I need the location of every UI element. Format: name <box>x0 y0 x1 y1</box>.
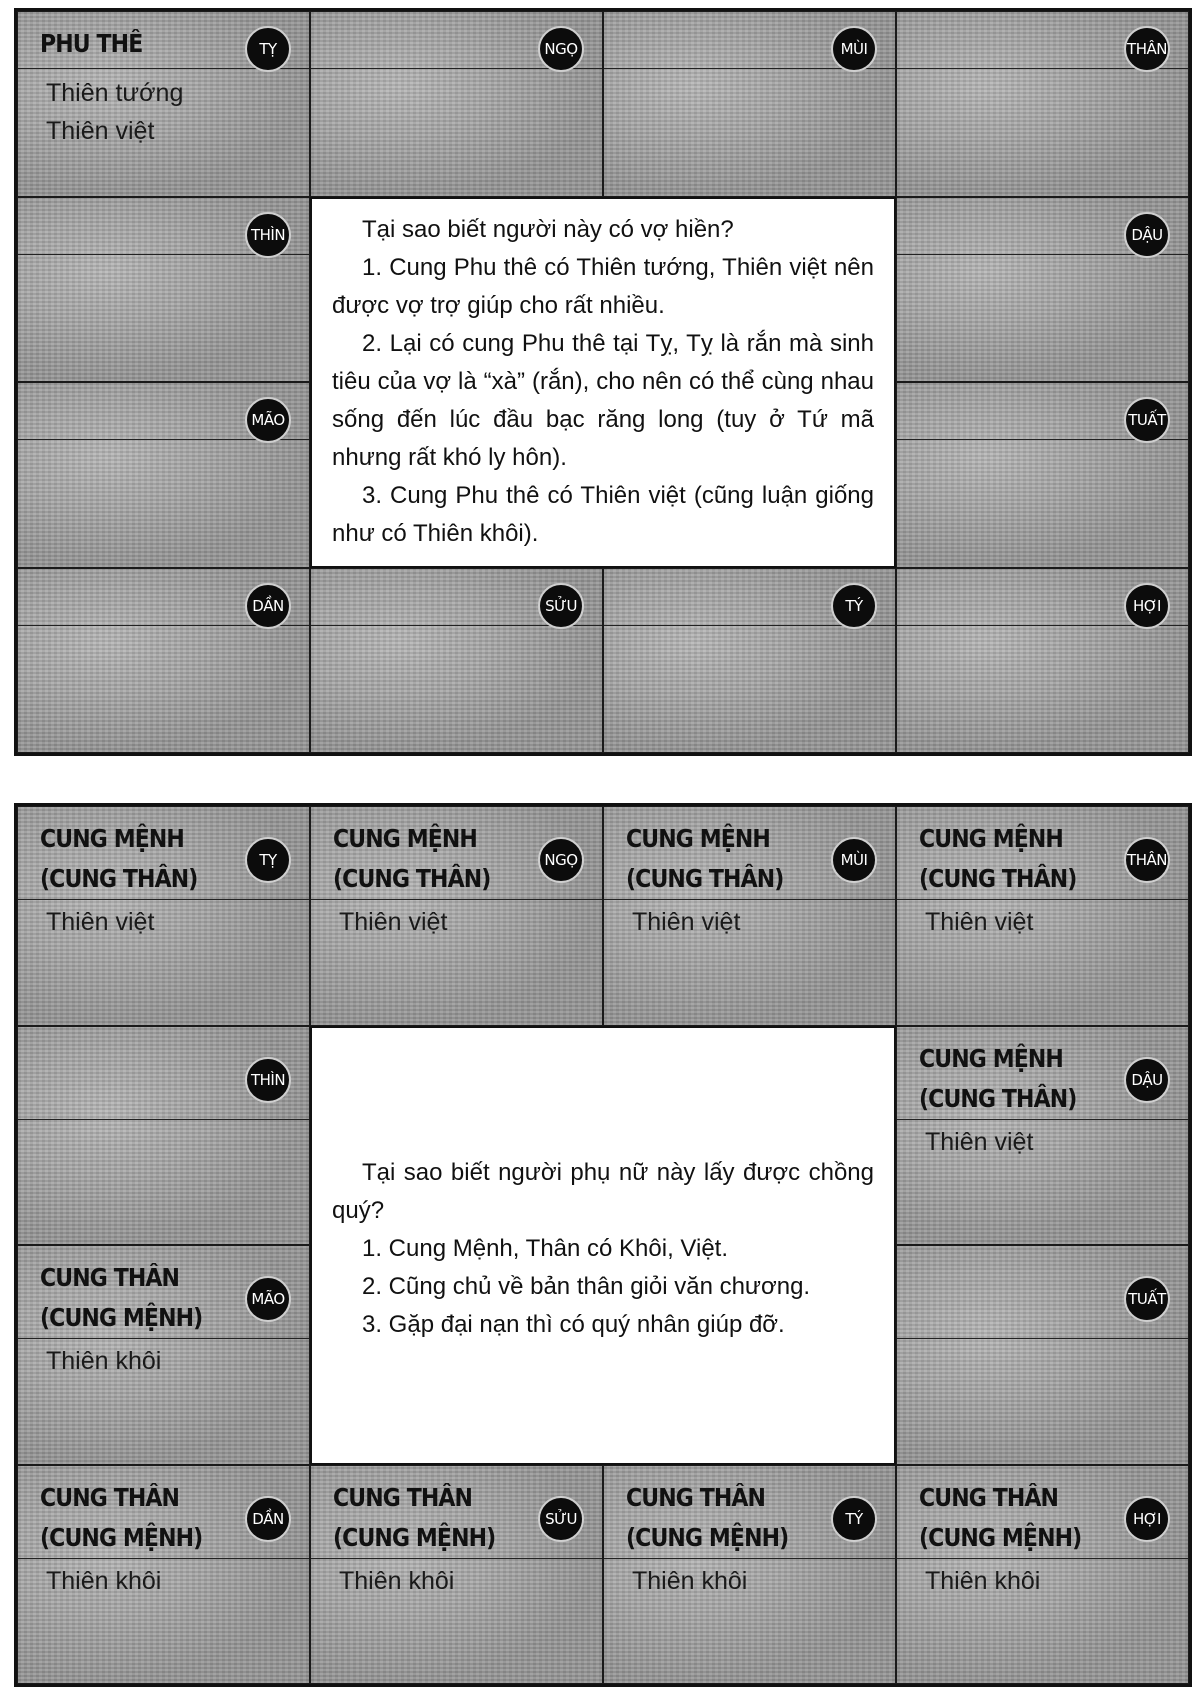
palace-title: CUNG MỆNH (CUNG THÂN) <box>919 824 1077 893</box>
palace-than <box>896 806 1189 1026</box>
reason-item: 3. Cung Phu thê có Thiên việt (cũng luận giống như có Thiên khôi). <box>332 481 874 547</box>
palace-ty-rat <box>603 568 896 754</box>
palace-title: CUNG MỆNH (CUNG THÂN) <box>626 824 784 893</box>
branch-badge: TÝ <box>831 1496 877 1542</box>
branch-badge: MÃO <box>245 397 291 443</box>
palace-ty <box>17 806 310 1026</box>
palace-title: CUNG THÂN (CUNG MỆNH) <box>40 1482 203 1552</box>
branch-badge: NGỌ <box>538 26 584 72</box>
palace-mao <box>17 1245 310 1465</box>
star-label: Thiên khôi <box>46 1347 162 1375</box>
palace-suu <box>310 568 603 754</box>
branch-badge: THÌN <box>245 1057 291 1103</box>
branch-badge: MÙI <box>831 837 877 883</box>
branch-badge: SỬU <box>538 1496 584 1542</box>
palace-title: CUNG THÂN (CUNG MỆNH) <box>626 1482 789 1552</box>
explanation-box <box>310 1026 896 1465</box>
palace-title: PHU THÊ <box>40 29 143 58</box>
branch-badge: MÃO <box>245 1276 291 1322</box>
palace-hoi <box>896 568 1189 754</box>
star-label: Thiên việt <box>632 908 741 936</box>
branch-badge: NGỌ <box>538 837 584 883</box>
question-text: Tại sao biết người này có vợ hiền? <box>362 215 734 243</box>
palace-dan <box>17 1465 310 1685</box>
palace-than <box>896 11 1189 197</box>
branch-badge: HỢI <box>1124 1496 1170 1542</box>
chart-top <box>14 8 1192 756</box>
star-label: Thiên việt <box>46 908 155 936</box>
branch-badge: TÝ <box>831 583 877 629</box>
palace-title: CUNG THÂN (CUNG MỆNH) <box>40 1263 203 1332</box>
branch-badge: TỴ <box>245 26 291 72</box>
palace-tuat <box>896 382 1189 568</box>
star-label: Thiên việt <box>925 908 1034 936</box>
reason-item: 2. Lại có cung Phu thê tại Tỵ, Tỵ là rắn mà sinh tiêu của vợ là “xà” (rắn), cho nên có thể cùng nhau sống đến lúc đầu bạc răng long (tuy ở Tứ mã nhưng rất khó ly hôn). <box>332 329 874 471</box>
reason-item: 1. Cung Phu thê có Thiên tướng, Thiên việt nên được vợ trợ giúp cho rất nhiều. <box>332 253 874 319</box>
star-label: Thiên việt <box>339 908 448 936</box>
palace-tuat <box>896 1245 1189 1465</box>
palace-thin <box>17 197 310 383</box>
palace-ngo <box>310 806 603 1026</box>
palace-dau <box>896 197 1189 383</box>
reason-item: 3. Gặp đại nạn thì có quý nhân giúp đỡ. <box>362 1310 785 1338</box>
palace-ty <box>17 11 310 197</box>
palace-mui <box>603 806 896 1026</box>
palace-hoi <box>896 1465 1189 1685</box>
palace-title: CUNG MỆNH (CUNG THÂN) <box>40 824 198 893</box>
branch-badge: DẦN <box>245 1496 291 1542</box>
palace-title: CUNG THÂN (CUNG MỆNH) <box>919 1482 1082 1552</box>
star-label: Thiên tướng <box>46 79 184 107</box>
branch-badge: THÂN <box>1124 837 1170 883</box>
branch-badge: DẦN <box>245 583 291 629</box>
reason-item: 2. Cũng chủ về bản thân giỏi văn chương. <box>362 1272 811 1300</box>
chart-bottom <box>14 803 1192 1687</box>
star-label: Thiên việt <box>925 1127 1034 1156</box>
palace-ngo <box>310 11 603 197</box>
branch-badge: MÙI <box>831 26 877 72</box>
palace-title: CUNG THÂN (CUNG MỆNH) <box>333 1482 496 1552</box>
palace-title: CUNG MỆNH (CUNG THÂN) <box>919 1043 1077 1113</box>
branch-badge: THÌN <box>245 212 291 258</box>
palace-mui <box>603 11 896 197</box>
branch-badge: SỬU <box>538 583 584 629</box>
explanation-box <box>310 197 896 568</box>
star-label: Thiên khôi <box>925 1566 1041 1595</box>
star-label: Thiên việt <box>46 117 155 145</box>
branch-badge: THÂN <box>1124 26 1170 72</box>
palace-suu <box>310 1465 603 1685</box>
branch-badge: TUẤT <box>1124 397 1170 443</box>
star-label: Thiên khôi <box>339 1566 455 1595</box>
branch-badge: TUẤT <box>1124 1276 1170 1322</box>
question-text: Tại sao biết người phụ nữ này lấy được chồng quý? <box>332 1158 874 1224</box>
palace-ty-rat <box>603 1465 896 1685</box>
reason-item: 1. Cung Mệnh, Thân có Khôi, Việt. <box>362 1234 729 1262</box>
branch-badge: DẬU <box>1124 212 1170 258</box>
branch-badge: TỴ <box>245 837 291 883</box>
palace-dan <box>17 568 310 754</box>
branch-badge: DẬU <box>1124 1057 1170 1103</box>
palace-title: CUNG MỆNH (CUNG THÂN) <box>333 824 491 893</box>
star-label: Thiên khôi <box>46 1566 162 1595</box>
star-label: Thiên khôi <box>632 1566 748 1595</box>
branch-badge: HỢI <box>1124 583 1170 629</box>
palace-thin <box>17 1026 310 1246</box>
palace-dau <box>896 1026 1189 1246</box>
palace-mao <box>17 382 310 568</box>
